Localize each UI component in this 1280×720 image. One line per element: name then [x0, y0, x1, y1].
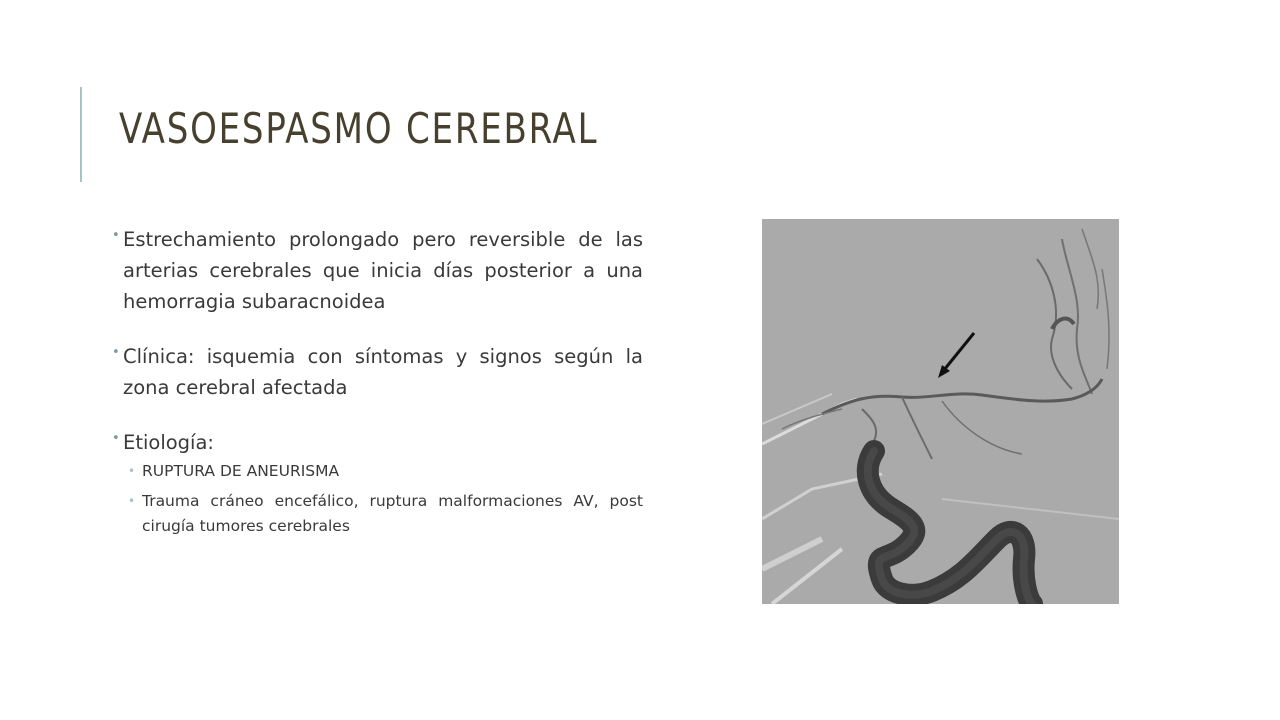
angiogram-svg — [762, 219, 1119, 604]
angiogram-image — [762, 219, 1119, 604]
sub-bullet-trauma: • Trauma cráneo encefálico, ruptura malformaciones AV, post cirugía tumores cerebrales — [112, 489, 643, 539]
sub-bullet-aneurisma: • RUPTURA DE ANEURISMA — [112, 459, 643, 484]
bullet-etiologia: • Etiología: — [112, 427, 643, 458]
slide-title: VASOESPASMO CEREBRAL — [119, 104, 599, 153]
bullet-definition: • Estrechamiento prolongado pero reversible de las arterias cerebrales que inicia días posterior a una hemorragia subaracnoidea — [112, 224, 643, 317]
etiology-sub-list — [112, 459, 643, 539]
slide-content — [112, 224, 643, 544]
title-accent-bar — [80, 87, 82, 182]
bullet-clinica: • Clínica: isquemia con síntomas y signos según la zona cerebral afectada — [112, 341, 643, 403]
